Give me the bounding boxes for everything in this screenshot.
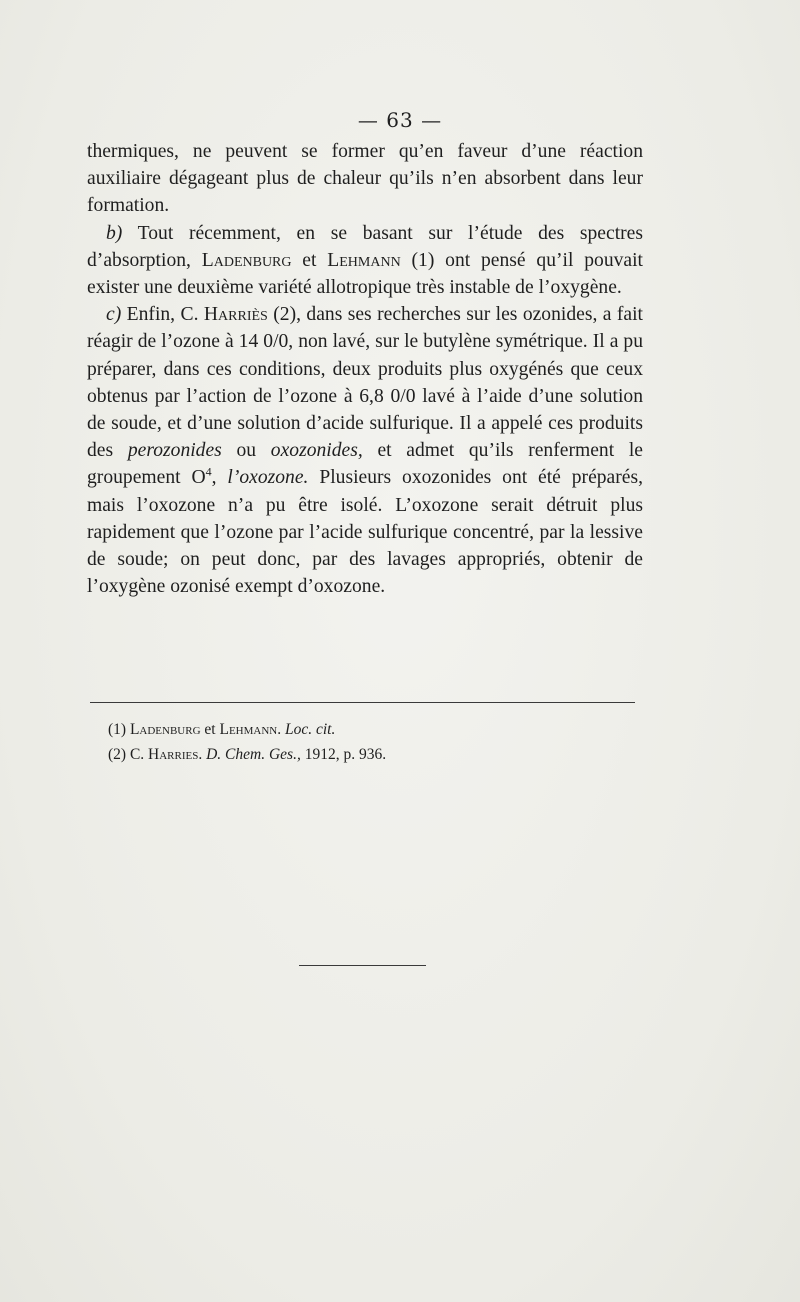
footnote-divider (90, 702, 635, 703)
author-name: Ladenburg (129, 721, 201, 738)
author-name: Ladenburg (201, 249, 292, 271)
footnote-1 (108, 717, 628, 742)
footnote-text: C. (129, 746, 149, 763)
paragraph-c (87, 301, 643, 600)
term: oxozonides, (270, 440, 363, 462)
paragraph-text: Plusieurs oxozonides ont été préparés, mais l’oxozone n’a pu être isolé. L’oxozone serait détruit plus rapidement que l’ozone par l’acide sulfurique concentré, par la lessive de soude; on peut donc, par des lavages appropriés, obtenir de l’oxygène ozonisé exempt d’oxozone. (87, 467, 644, 598)
term: l’oxozone. (227, 467, 309, 489)
paragraph-text: Tout récemment, en se basant sur l’étude des spectres d’absorption, (87, 222, 643, 271)
footnote-text: 1912, p. 936. (300, 746, 387, 763)
paragraph-marker: c) (106, 304, 122, 326)
footnote-2 (108, 742, 628, 767)
author-name: Lehmann (327, 249, 401, 271)
paragraph-text: , (211, 467, 228, 489)
paragraph-marker: b) (106, 222, 123, 244)
paragraph-text: et admet qu’ils renferment le groupement O (87, 440, 643, 489)
author-name: Harriès (203, 304, 268, 326)
journal-title: D. Chem. Ges., (202, 746, 301, 763)
paragraph-text: ou (221, 440, 271, 462)
paragraph-continuation: thermiques, ne peuvent se former qu’en faveur d’une réaction auxiliaire dégageant plus de chaleur qu’ils n’en absorbent dans leur formation. (87, 141, 643, 217)
footnote-number: (2) (108, 746, 130, 763)
author-name: Lehmann. (219, 721, 282, 738)
term: perozonides (127, 440, 222, 462)
page-number: — 63 — (357, 108, 443, 132)
footnote-text: et (200, 721, 220, 738)
author-name: Harries. (148, 746, 203, 763)
paragraph-text: (2), dans ses recherches sur les ozonides, a fait réagir de l’ozone à 14 0/0, non lavé, sur le butylène symétrique. Il a pu préparer, dans ces conditions, deux produits plus oxygénés que ceux obtenus par l’action de l’ozone à 6,8 0/0 lavé à l’aide d’une solution de soude, et d’une solution d’acide sulfurique. Il a appelé ces produits des (87, 304, 644, 462)
footnotes (108, 717, 628, 767)
body-text (87, 138, 643, 600)
superscript: 4 (205, 464, 212, 479)
paragraph-text: Enfin, C. (121, 304, 204, 326)
paragraph-text: et (291, 249, 328, 271)
reference: Loc. cit. (281, 721, 336, 738)
footnote-number: (1) (108, 721, 130, 738)
paragraph-b (87, 220, 643, 302)
end-rule (299, 965, 426, 966)
paragraph-text: (1) ont pensé qu’il pouvait exister une deuxième variété allotropique très instable de l’oxygène. (87, 249, 643, 299)
